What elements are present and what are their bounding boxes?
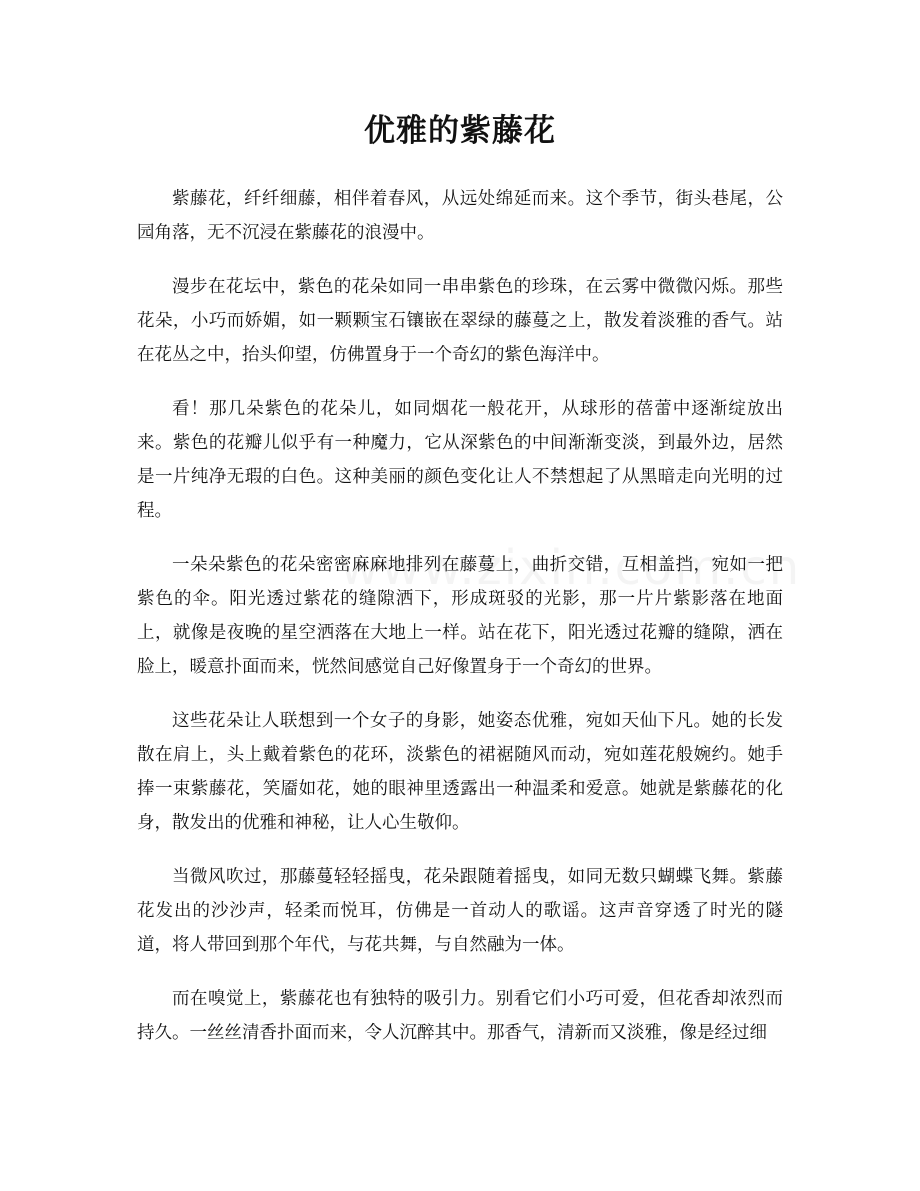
paragraph: 紫藤花，纤纤细藤，相伴着春风，从远处绵延而来。这个季节，街头巷尾，公园角落，无不沉浸在紫藤花的浪漫中。 (137, 189, 783, 243)
article-body (137, 182, 783, 1070)
paragraph: 而在嗅觉上，紫藤花也有独特的吸引力。别看它们小巧可爱，但花香却浓烈而持久。一丝丝清香扑面而来，令人沉醉其中。那香气，清新而又淡雅，像是经过细 (137, 989, 783, 1043)
paragraph: 一朵朵紫色的花朵密密麻麻地排列在藤蔓上，曲折交错，互相盖挡，宛如一把紫色的伞。阳光透过紫花的缝隙洒下，形成斑驳的光影，那一片片紫影落在地面上，就像是夜晚的星空洒落在大地上一样。站在花下，阳光透过花瓣的缝隙，洒在脸上，暖意扑面而来，恍然间感觉自己好像置身于一个奇幻的世界。 (137, 555, 783, 677)
paragraph: 当微风吹过，那藤蔓轻轻摇曳，花朵跟随着摇曳，如同无数只蝴蝶飞舞。紫藤花发出的沙沙声，轻柔而悦耳，仿佛是一首动人的歌谣。这声音穿透了时光的隧道，将人带回到那个年代，与花共舞，与自然融为一体。 (137, 867, 783, 955)
paragraph: 这些花朵让人联想到一个女子的身影，她姿态优雅，宛如天仙下凡。她的长发散在肩上，头上戴着紫色的花环，淡紫色的裙裾随风而动，宛如莲花般婉约。她手捧一束紫藤花，笑靥如花，她的眼神里透露出一种温柔和爱意。她就是紫藤花的化身，散发出的优雅和神秘，让人心生敬仰。 (137, 711, 783, 833)
page-title: 优雅的紫藤花 (364, 113, 556, 149)
paragraph: 漫步在花坛中，紫色的花朵如同一串串紫色的珍珠，在云雾中微微闪烁。那些花朵，小巧而娇媚，如一颗颗宝石镶嵌在翠绿的藤蔓之上，散发着淡雅的香气。站在花丛之中，抬头仰望，仿佛置身于一个奇幻的紫色海洋中。 (137, 277, 783, 365)
paragraph: 看！那几朵紫色的花朵儿，如同烟花一般花开，从球形的蓓蕾中逐渐绽放出来。紫色的花瓣儿似乎有一种魔力，它从深紫色的中间渐渐变淡，到最外边，居然是一片纯净无瑕的白色。这种美丽的颜色变化让人不禁想起了从黑暗走向光明的过程。 (137, 399, 783, 521)
